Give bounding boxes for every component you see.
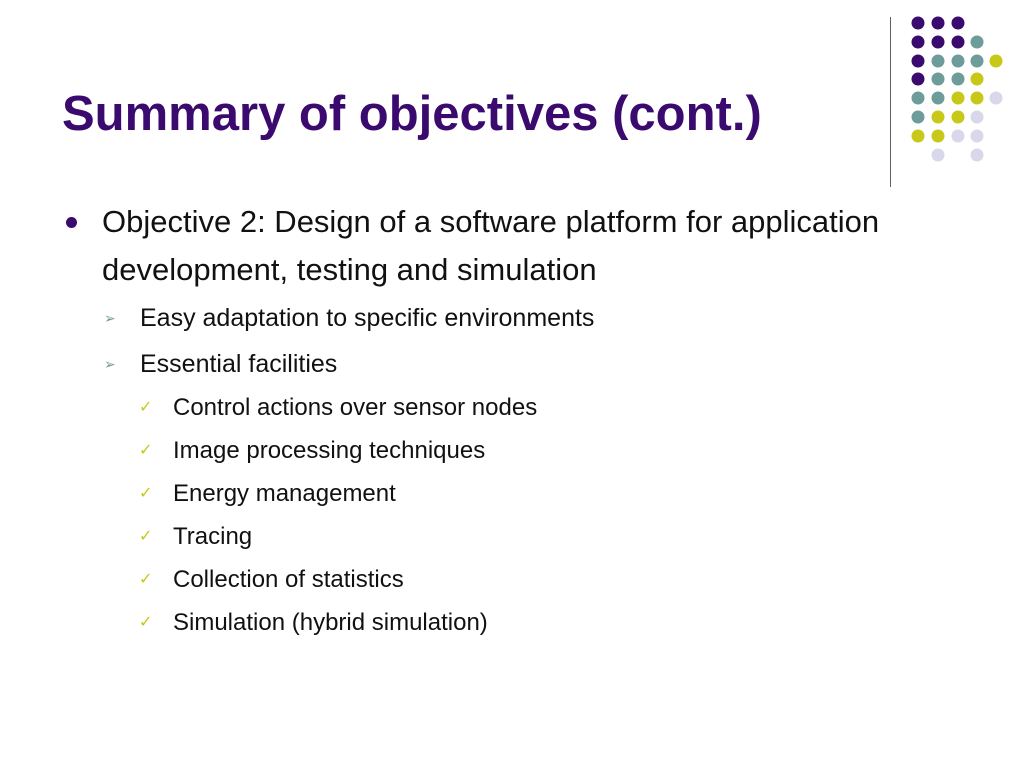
- decor-dot: [952, 130, 965, 143]
- sub-bullet-facilities: [62, 342, 962, 386]
- facility-text: Tracing: [173, 523, 253, 550]
- decor-dot: [971, 130, 984, 143]
- facility-text: Collection of statistics: [173, 566, 404, 593]
- decor-dot: [912, 111, 925, 124]
- decor-dot: [932, 55, 945, 68]
- filled-circle-bullet-icon: [66, 217, 77, 228]
- decor-dot: [971, 36, 984, 49]
- facility-item: [62, 515, 962, 558]
- facility-item: [62, 472, 962, 515]
- decor-dot: [912, 55, 925, 68]
- decor-dot: [990, 92, 1003, 105]
- decor-dot: [971, 111, 984, 124]
- arrow-bullet-icon: ➢: [104, 356, 116, 372]
- decor-dot: [952, 36, 965, 49]
- sub-bullet-text: Essential facilities: [140, 350, 338, 378]
- facility-text: Simulation (hybrid simulation): [173, 609, 488, 636]
- decor-dot: [971, 149, 984, 162]
- decor-dot: [912, 36, 925, 49]
- facility-item: [62, 386, 962, 429]
- decor-dot: [971, 55, 984, 68]
- decor-dot: [932, 36, 945, 49]
- decor-dot: [932, 92, 945, 105]
- decor-dot: [990, 55, 1003, 68]
- decor-dot: [912, 130, 925, 143]
- bullet-objective-2: [62, 198, 962, 294]
- facility-text: Energy management: [173, 480, 396, 507]
- sub-bullet-text: Easy adaptation to specific environments: [140, 304, 595, 332]
- facility-item: [62, 558, 962, 601]
- checkmark-bullet-icon: ✓: [139, 571, 153, 588]
- checkmark-bullet-icon: ✓: [139, 614, 153, 631]
- decor-dot: [912, 17, 925, 30]
- decor-dot: [912, 92, 925, 105]
- decor-dot: [932, 17, 945, 30]
- decor-dot: [971, 73, 984, 86]
- bullet-list: [62, 198, 962, 644]
- slide-title: Summary of objectives (cont.): [62, 87, 762, 141]
- vertical-divider: [890, 17, 891, 187]
- arrow-bullet-icon: ➢: [104, 310, 116, 326]
- decor-dot: [952, 92, 965, 105]
- facility-item: [62, 429, 962, 472]
- facility-text: Image processing techniques: [173, 437, 486, 464]
- checkmark-bullet-icon: ✓: [139, 528, 153, 545]
- decor-dot: [952, 55, 965, 68]
- sub-bullet-adaptation: [62, 296, 962, 340]
- decor-dot: [932, 149, 945, 162]
- decor-dot: [952, 73, 965, 86]
- checkmark-bullet-icon: ✓: [139, 485, 153, 502]
- checkmark-bullet-icon: ✓: [139, 442, 153, 459]
- facility-text: Control actions over sensor nodes: [173, 394, 538, 421]
- decor-dot: [952, 17, 965, 30]
- checkmark-bullet-icon: ✓: [139, 399, 153, 416]
- decor-dot: [952, 111, 965, 124]
- decor-dot: [971, 92, 984, 105]
- bullet-text: Objective 2: Design of a software platform for application development, testing and simulation: [102, 204, 880, 287]
- decor-dot: [932, 73, 945, 86]
- decor-dot: [932, 130, 945, 143]
- facility-item: [62, 601, 962, 644]
- decor-dot: [912, 73, 925, 86]
- decor-dot: [932, 111, 945, 124]
